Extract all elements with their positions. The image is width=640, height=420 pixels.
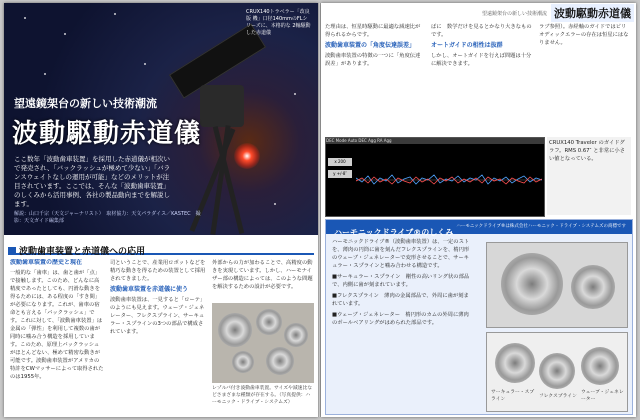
section-title: 波動歯車装置と赤道儀への応用 xyxy=(19,247,146,257)
part-label: フレクスプライン xyxy=(539,394,577,399)
part-label: サーキュラー・スプライン xyxy=(491,390,535,402)
body-text: 波動歯車装置の特徴の一つに「角度伝達誤差」があります。 xyxy=(325,53,421,67)
right-column-1 xyxy=(325,23,425,133)
gear-photo xyxy=(212,303,314,383)
guide-graph xyxy=(325,137,545,217)
subheading: 波動歯車装置の「角度伝達誤差」 xyxy=(325,42,416,49)
hero-lead: ここ数年「波動歯車装置」を採用した赤道儀が相次いで発売され、「バックラッシュが極めて少ない」「バランスウェイトなしの運用が可能」などのメリットが注目されています。ここでは、そんな「波動歯車装置」のしくみから活用事例、各社の製品動向までを解説します。 xyxy=(14,155,171,208)
left-column-3 xyxy=(212,259,314,299)
running-title: 波動駆動赤道儀 xyxy=(551,4,634,22)
body-text: しかし、オートガイドを行えば問題は十分に解決できます。 xyxy=(431,53,532,67)
body-text: ハーモニックドライブ®（波動歯車装置）は、一定のストを、薄肉の円筒に歯を刻んだフレクスプラインを、楕円形のウェーブ・ジェネレーターで変形させることで、サーキュラー・スプラインと噛み合わせる構造です。 xyxy=(332,239,470,269)
section-heading xyxy=(8,240,314,255)
right-column-3 xyxy=(539,23,631,135)
red-light xyxy=(234,143,260,169)
panel-item: ■ウェーブ・ジェネレーター 楕円形のカムの外周に薄肉のボールベアリングがはめられた部品です。 xyxy=(332,312,469,326)
hero-kicker: 望遠鏡架台の新しい技術潮流 xyxy=(14,97,157,110)
subheading: オートガイドの相性は抜群 xyxy=(431,42,503,49)
subheading: 波動歯車装置を赤道儀に使う xyxy=(110,286,189,293)
panel-header xyxy=(326,220,632,237)
mount-image xyxy=(200,85,244,127)
panel-item: ■フレクスプライン 薄肉の金属部品で、外周に歯が刻まれています。 xyxy=(332,293,469,307)
left-column-2 xyxy=(110,259,206,413)
running-kicker: 望遠鏡架台の新しい技術潮流 xyxy=(481,10,547,17)
right-page xyxy=(321,3,636,417)
left-page xyxy=(4,3,318,417)
graph-toolbar: DEC Mode Auto DEC Agg RA Agg xyxy=(326,138,544,144)
harmonic-drive-panel xyxy=(325,219,633,415)
panel-item: ■サーキュラー・スプライン 剛性の高いリング状の部品で、内側に歯が刻まれています。 xyxy=(332,274,470,288)
left-column-1 xyxy=(10,259,104,413)
guide-plot xyxy=(356,148,542,212)
body-text: た理由は、恒星時駆動に最適な減速比が得られるからです。 xyxy=(325,24,421,38)
square-bullet-icon xyxy=(8,247,16,255)
body-text: 一般的な「歯車」は、歯と歯が「点」で接触します。このため、どんなに高精度であったとしても、円滑な動きを得るためには、ある程度の「すき間」が必要になります。これが、歯車の宿命とも言える「バックラッシュ」です。これに対して、「波動歯車装置」は金属の「弾性」を利用して複数の歯が同時に噛み合う構造を採用しています。このため、原理上バックラッシュがほとんどない、極めて精密な動きが可能です。波動歯車装置がアメリカの特許をCWマッサーによって取得されたのは1955年。 xyxy=(10,270,104,380)
panel-credit: ハーモニックドライブ®は株式会社ハーモニック・ドライブ・システムズの商標です xyxy=(456,224,626,229)
graph-x-scale: x 200 xyxy=(328,158,352,166)
drive-parts-photo xyxy=(486,332,628,412)
running-header xyxy=(482,5,634,21)
drive-diagram xyxy=(486,242,628,328)
body-text: 司ということで、産業用ロボットなどを精巧な動きを得るための装置として採用されてきました。 xyxy=(110,260,206,282)
mount-closeup-photo xyxy=(547,137,631,215)
panel-text xyxy=(332,238,472,408)
hero-caption: CRUX140トラベラー「改良版 機」口径140mmのFLシリーズに、本格的な 2軸駆動した赤道儀 xyxy=(246,9,311,36)
part-label: ウェーブ・ジェネレーター xyxy=(581,390,624,402)
body-text: 波動歯車装置は、一見すると「ローテ」のようにも見えます。ウェーブ・ジェネレーター、フレクスプライン、サーキュラー・スプラインの3つの部品で構成されています。 xyxy=(110,297,206,335)
page-title: 波動駆動赤道儀 xyxy=(12,119,202,149)
mount-caption: CRUX140 Traveler のガイドグラフ。RMS 0.67″ と非常に小さい値となっている。 xyxy=(549,140,626,162)
photo-caption: レゾルバ付き波動歯車装置。サイズや減速比などさまざまな種類が存在する。（写真提供：ハーモニック・ドライブ・システムズ） xyxy=(212,386,313,405)
body-text: ばに 数学だけを見るとかなり大きなものです。 xyxy=(431,24,532,38)
hero-photo xyxy=(4,3,318,235)
panel-title: ハーモニックドライブ®のしくみ xyxy=(334,228,454,237)
body-text: 外部からの力が加わることで、高精度の動きを実現しています。しかし、ハーモナイザー部の構造によっては、このような問題を解決するための設計が必要です。 xyxy=(212,260,313,290)
graph-y-scale: y +/-8″ xyxy=(328,170,352,178)
hero-credit: 解説：山口千宗（天文ジャーナリスト） 取材協力：天文パラダイス／KASTEC 撮影：天文ガイド編集部 xyxy=(14,211,201,224)
body-text: ラブ参照）。赤経軸のガイドではビリオディックエラーの存在は恒星にはなりません。 xyxy=(539,24,629,46)
subheading: 波動歯車装置の歴史と現在 xyxy=(10,259,83,266)
right-column-2 xyxy=(431,23,533,133)
